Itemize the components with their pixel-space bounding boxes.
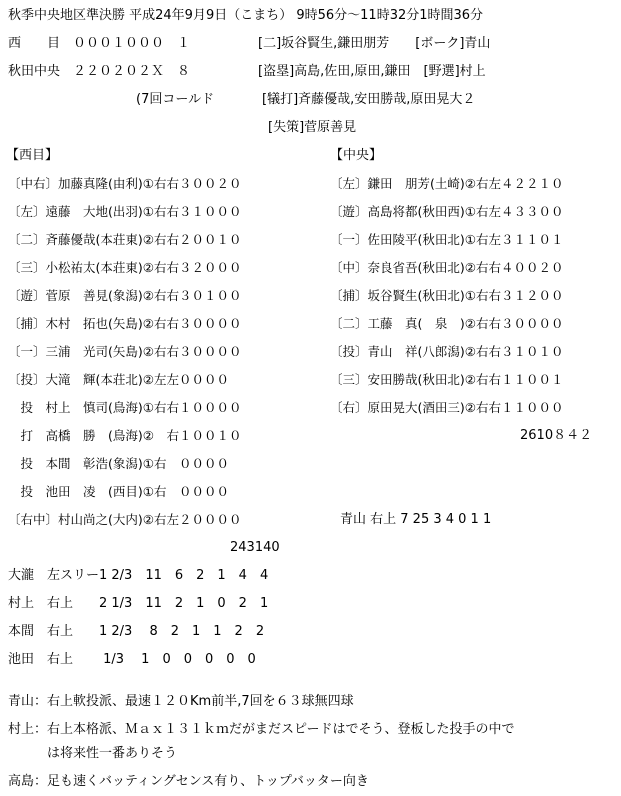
scouting-note: 青山：右上軟投派、最速１２０Km前半,7回を６３球無四球 xyxy=(8,694,354,709)
west-player-row: 〔投〕大滝 輝(本荘北)②左左００００ xyxy=(8,372,229,387)
central-team-heading: 【中央】 xyxy=(330,148,383,163)
west-player-row: 投 池田 凌 (西目)①右 ００００ xyxy=(8,484,229,499)
central-player-row: 〔二〕工藤 真( 泉 )②右右３００００ xyxy=(330,316,564,331)
west-team-heading: 【西目】 xyxy=(6,148,59,163)
west-player-row: 〔右中〕村山尚之(大内)②右左２００００ xyxy=(8,512,242,527)
west-player-row: 投 本間 彰浩(象潟)①右 ００００ xyxy=(8,456,229,471)
central-player-row: 〔捕〕坂谷賢生(秋田北)①右右３１２００ xyxy=(330,288,564,303)
central-batting-total: 2610８４２ xyxy=(520,428,593,443)
west-player-row: 〔一〕三浦 光司(矢島)②右右３００００ xyxy=(8,344,242,359)
west-player-row: 〔二〕斉藤優哉(本荘東)②右右２００１０ xyxy=(8,232,242,247)
west-player-row: 〔中右〕加藤真隆(由利)①右右３００２０ xyxy=(8,176,242,191)
west-batting-total: 243140 xyxy=(230,540,280,555)
central-pitcher-line: 青山 右上 7 25 3 4 0 1 1 xyxy=(340,512,492,527)
west-player-row: 投 村上 慎司(鳥海)①右右１００００ xyxy=(8,400,242,415)
called-game-note: (7回コールド xyxy=(136,92,215,107)
central-player-row: 〔右〕原田晃大(酒田三)②右右１１０００ xyxy=(330,400,564,415)
scouting-note: 村上：右上本格派、Ｍａｘ１３１ｋｍだがまだスピードはでそう、登板した投手の中で xyxy=(8,722,515,737)
central-player-row: 〔三〕安田勝哉(秋田北)②右右１１００１ xyxy=(330,372,564,387)
west-pitcher-row: 本間 右上 1 2/3 8 2 1 1 2 2 xyxy=(8,624,265,639)
west-pitcher-row: 村上 右上 2 1/3 11 2 1 0 2 1 xyxy=(8,596,269,611)
sacrifice-notes: [犠打]斉藤優哉,安田勝哉,原田晃大２ xyxy=(262,92,476,107)
west-line-score: 西 目 ０００１０００ １ xyxy=(8,36,191,51)
west-player-row: 〔遊〕菅原 善見(象潟)②右右３０１００ xyxy=(8,288,242,303)
central-player-row: 〔一〕佐田陵平(秋田北)①右左３１１０１ xyxy=(330,232,564,247)
central-player-row: 〔遊〕高島将都(秋田西)①右左４３３００ xyxy=(330,204,564,219)
west-player-row: 〔三〕小松祐太(本荘東)②右右３２０００ xyxy=(8,260,242,275)
scouting-note: は将来性一番ありそう xyxy=(8,746,178,761)
central-player-row: 〔左〕鎌田 朋芳(土崎)②右左４２２１０ xyxy=(330,176,564,191)
scouting-note: 高島：足も速くバッティングセンス有り、トップバッター向き xyxy=(8,774,369,789)
west-player-row: 打 高橋 勝 (鳥海)② 右１００１０ xyxy=(8,428,242,443)
west-player-row: 〔左〕遠藤 大地(出羽)①右右３１０００ xyxy=(8,204,242,219)
west-pitcher-row: 大瀧 左スリー1 2/3 11 6 2 1 4 4 xyxy=(8,568,269,583)
central-player-row: 〔投〕青山 祥(八郎潟)②右右３１０１０ xyxy=(330,344,564,359)
west-player-row: 〔捕〕木村 拓也(矢島)②右右３００００ xyxy=(8,316,242,331)
game-header-line: 秋季中央地区準決勝 平成24年9月9日（こまち） 9時56分～11時32分1時間36分 xyxy=(8,8,484,23)
central-player-row: 〔中〕奈良省吾(秋田北)②右右４００２０ xyxy=(330,260,564,275)
steals-notes: [盗塁]高島,佐田,原田,鎌田 [野選]村上 xyxy=(258,64,486,79)
west-battery-notes: [二]坂谷賢生,鎌田朋芳 [ボーク]青山 xyxy=(258,36,491,51)
central-line-score: 秋田中央 ２２０２０２Ｘ ８ xyxy=(8,64,191,79)
west-pitcher-row: 池田 右上 1/3 1 0 0 0 0 0 xyxy=(8,652,256,667)
error-notes: [失策]菅原善見 xyxy=(268,120,357,135)
